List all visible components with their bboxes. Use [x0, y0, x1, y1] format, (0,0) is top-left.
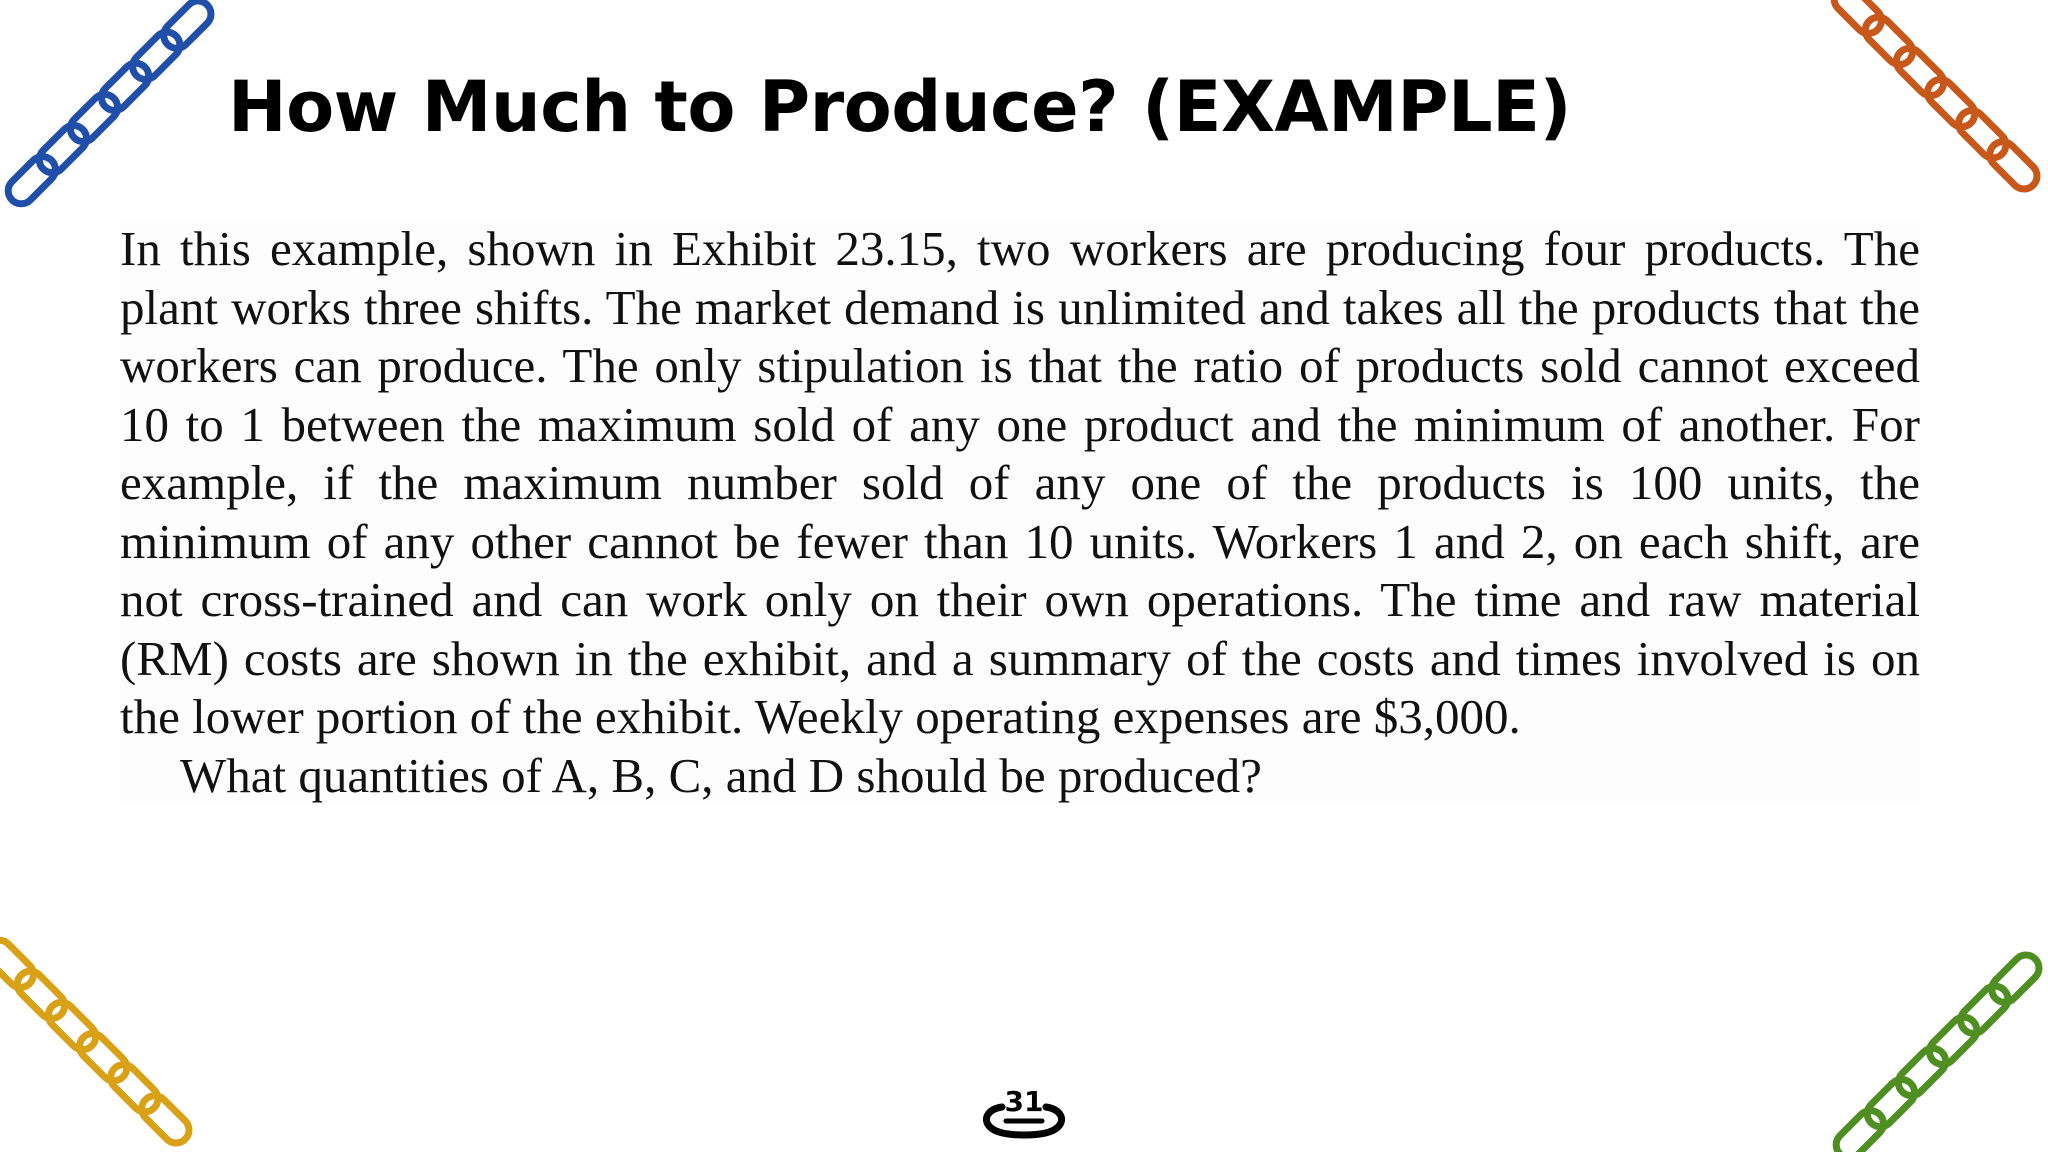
chain-icon-bottom-right	[1818, 922, 2048, 1152]
chain-icon-top-right	[1818, 0, 2048, 230]
page-number	[980, 1085, 1068, 1145]
page-number-label: 31	[1004, 1085, 1044, 1118]
body-paragraph: In this example, shown in Exhibit 23.15, two workers are producing four products. The plant works three shifts. The market demand is unlimited and takes all the products that the workers can produce. The only stipulation is that the ratio of products sold cannot exceed 10 to 1 between the maximum sold of any one product and the minimum of another. For example, if the maximum number sold of any one of the products is 100 units, the minimum of any other cannot be fewer than 10 units. Workers 1 and 2, on each shift, are not cross-trained and can work only on their own operations. The time and raw material (RM) costs are shown in the exhibit, and a summary of the costs and times involved is on the lower portion of the exhibit. Weekly operating expenses are $3,000.	[120, 221, 1920, 744]
question-text: What quantities of A, B, C, and D should be produced?	[180, 747, 1262, 803]
text-excerpt	[120, 220, 1920, 805]
chain-icon-top-left	[0, 0, 230, 230]
chain-icon-bottom-left	[0, 922, 230, 1152]
slide-title: How Much to Produce? (EXAMPLE)	[228, 66, 1571, 148]
